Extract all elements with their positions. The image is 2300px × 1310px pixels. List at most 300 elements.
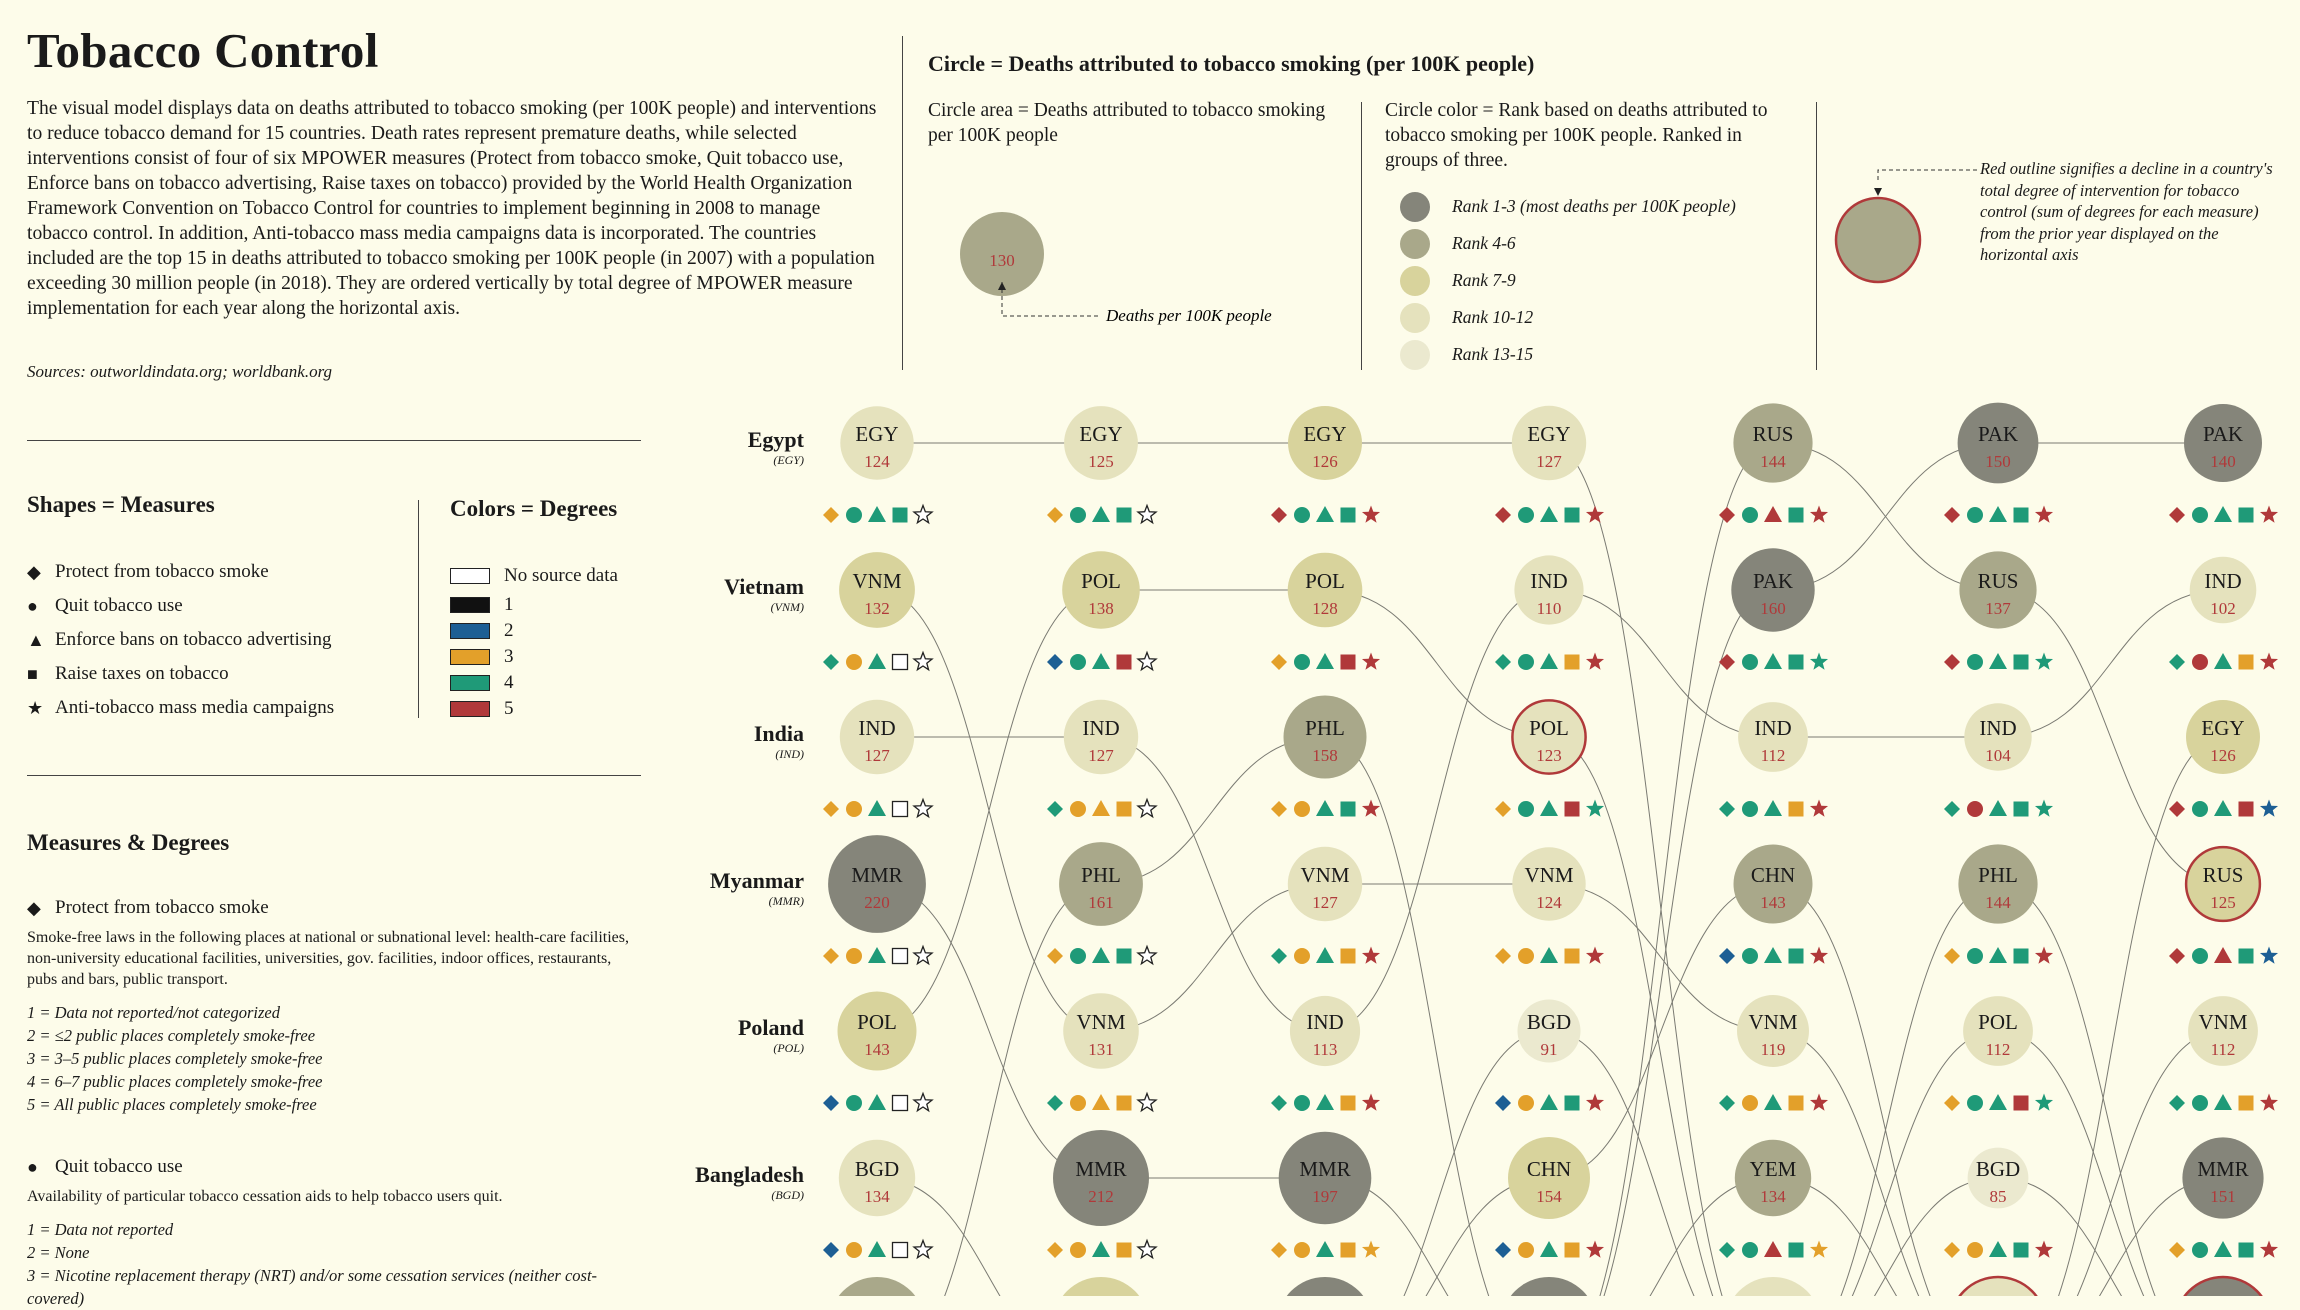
death-circle [1950, 1277, 2046, 1296]
country-code-label: CHN [1750, 863, 1796, 887]
measure-markers [823, 1094, 932, 1112]
country-name: Vietnam [724, 574, 804, 599]
measure-markers [1719, 1241, 1828, 1259]
diamond-marker [1047, 654, 1063, 670]
circle-marker [1742, 948, 1758, 964]
circle-marker [2192, 1242, 2208, 1258]
country-name: Bangladesh [695, 1162, 804, 1187]
death-circle [1725, 1277, 1821, 1296]
country-node [1944, 844, 2053, 964]
diamond-marker [1495, 507, 1511, 523]
diamond-marker [1047, 1095, 1063, 1111]
circle-legend-heading: Circle = Deaths attributed to tobacco smoking (per 100K people) [928, 51, 1535, 76]
country-code-label: IND [1530, 569, 1568, 593]
country-code-label: EGY [2201, 716, 2245, 740]
measure-markers [1944, 1094, 2053, 1112]
country-code-label: MMR [851, 863, 903, 887]
triangle-marker [2214, 947, 2232, 963]
diamond-marker [1047, 1242, 1063, 1258]
diamond-marker [1271, 801, 1287, 817]
triangle-marker [1316, 947, 1334, 963]
measure-markers [823, 506, 932, 524]
square-marker [893, 655, 908, 670]
death-value-label: 127 [1536, 452, 1562, 471]
shape-label: Raise taxes on tobacco [55, 663, 229, 684]
country-code-label: IND [1754, 716, 1792, 740]
star-marker [1586, 1094, 1604, 1111]
circle-marker [1070, 1242, 1086, 1258]
country-code-label: VNM [1748, 1010, 1798, 1034]
triangle-marker [868, 653, 886, 669]
circle-marker [2192, 654, 2208, 670]
star-marker [1810, 653, 1828, 670]
circle-marker [2192, 948, 2208, 964]
country-node [1047, 1130, 1156, 1258]
rank-label: Rank 4-6 [1452, 233, 1516, 253]
triangle-marker [1540, 506, 1558, 522]
circle-marker [1294, 801, 1310, 817]
country-name: Egypt [747, 427, 804, 452]
death-value-label: 125 [1088, 452, 1114, 471]
circle-marker [1742, 801, 1758, 817]
star-marker [914, 947, 932, 964]
country-code: (EGY) [773, 453, 804, 467]
diamond-marker [2169, 507, 2185, 523]
death-value-label: 110 [1536, 599, 1562, 618]
star-marker [914, 1241, 932, 1258]
measure-markers [1271, 1094, 1380, 1112]
country-node [1271, 1132, 1380, 1258]
circle-marker [1742, 507, 1758, 523]
circle-marker [1967, 1095, 1983, 1111]
diamond-marker [1271, 948, 1287, 964]
diamond-marker [1944, 948, 1960, 964]
rank-label: Rank 13-15 [1452, 344, 1534, 364]
circle-marker [1967, 948, 1983, 964]
color-label: 2 [504, 620, 514, 641]
shape-label: Enforce bans on tobacco advertising [55, 629, 332, 650]
star-marker [1138, 800, 1156, 817]
measure-quit-desc: Availability of particular tobacco cessation aids to help tobacco users quit. [27, 1188, 503, 1205]
death-value-label: 144 [1760, 452, 1786, 471]
country-code-label: YEM [1749, 1157, 1797, 1181]
death-value-label: 112 [1760, 746, 1786, 765]
degree-item: 4 = 6–7 public places completely smoke-free [27, 1072, 323, 1091]
death-value-label: 127 [864, 746, 890, 765]
square-marker [2014, 508, 2029, 523]
country-node [1271, 696, 1380, 818]
country-node [2169, 404, 2278, 523]
measure-markers [1495, 800, 1604, 818]
connector-line [1325, 590, 1549, 1031]
square-marker [2239, 802, 2254, 817]
country-node [2169, 996, 2278, 1111]
country-name: Poland [737, 1015, 804, 1040]
country-code-label: RUS [1752, 422, 1794, 446]
decline-text: Red outline signifies a decline in a country's total degree of intervention for tobacco control (sum of degrees for each measure) from the prior year displayed on the horizontal axis [1980, 159, 2273, 264]
country-code-label: PAK [2202, 422, 2244, 446]
measure-protect-desc: Smoke-free laws in the following places at national or subnational level: health-care facilities, non-university educational facilities, universities, gov. facilities, indoor offices, restaurants, pubs and bars, public transport. [27, 929, 630, 988]
circle-color-text: Circle color = Rank based on deaths attributed to tobacco smoking per 100K people. Ranked in groups of three. [1385, 100, 1768, 171]
death-value-label: 113 [1312, 1040, 1338, 1059]
country-node [1495, 555, 1604, 670]
death-value-label: 85 [1989, 1187, 2007, 1206]
circle-marker [1294, 1242, 1310, 1258]
diamond-marker [1944, 801, 1960, 817]
diamond-marker [823, 507, 839, 523]
death-value-label: 127 [1312, 893, 1338, 912]
country-code-label: PHL [1081, 863, 1121, 887]
degree-item: 2 = None [27, 1243, 90, 1262]
country-node [2169, 557, 2278, 670]
square-marker [2014, 949, 2029, 964]
circle-marker [1967, 801, 1983, 817]
color-label: 3 [504, 646, 514, 667]
square-marker [893, 802, 908, 817]
triangle-marker [2214, 800, 2232, 816]
country-code-label: IND [1979, 716, 2017, 740]
country-node [1719, 845, 1828, 965]
example-value: 130 [989, 251, 1015, 270]
triangle-icon: ▲ [27, 629, 45, 650]
death-circle [1501, 1277, 1597, 1296]
country-code-label: POL [1978, 1010, 2018, 1034]
diamond-marker [1719, 1095, 1735, 1111]
measure-markers [1271, 800, 1380, 818]
country-code-label: VNM [1524, 863, 1574, 887]
triangle-marker [1989, 1094, 2007, 1110]
death-value-label: 161 [1088, 893, 1114, 912]
circle-marker [846, 1242, 862, 1258]
star-marker [1138, 506, 1156, 523]
square-marker [1789, 949, 1804, 964]
color-label: 5 [504, 698, 514, 719]
death-value-label: 128 [1312, 599, 1338, 618]
death-value-label: 127 [1088, 746, 1114, 765]
diamond-icon: ◆ [27, 897, 41, 918]
connector-line [877, 884, 1101, 1296]
square-marker [1341, 802, 1356, 817]
measure-markers [1271, 1241, 1380, 1259]
star-marker [1362, 506, 1380, 523]
triangle-marker [1989, 653, 2007, 669]
measure-markers [1719, 506, 1828, 524]
triangle-marker [1092, 653, 1110, 669]
country-node [2169, 847, 2278, 964]
country-node [2169, 700, 2278, 817]
death-value-label: 143 [864, 1040, 890, 1059]
country-name: India [753, 721, 804, 746]
square-marker [1789, 1243, 1804, 1258]
star-marker [1138, 653, 1156, 670]
square-marker [2239, 1243, 2254, 1258]
star-marker [914, 653, 932, 670]
country-node [1271, 847, 1380, 964]
circle-icon: ● [27, 1156, 38, 1177]
square-marker [1565, 508, 1580, 523]
square-marker [1565, 802, 1580, 817]
diamond-marker [1495, 1242, 1511, 1258]
country-node [1719, 403, 1828, 523]
measure-markers [2169, 800, 2278, 818]
country-code: (BGD) [771, 1188, 804, 1202]
measure-markers [823, 653, 932, 671]
country-node [1719, 702, 1828, 817]
country-node [1271, 406, 1380, 523]
measure-markers [1047, 800, 1156, 818]
star-marker [2035, 506, 2053, 523]
circle-marker [1070, 507, 1086, 523]
sources-text: Sources: outworldindata.org; worldbank.org [27, 362, 333, 381]
diamond-marker [2169, 1242, 2185, 1258]
triangle-marker [1316, 1094, 1334, 1110]
diamond-marker [1719, 507, 1735, 523]
square-marker [1565, 1243, 1580, 1258]
measure-markers [823, 1241, 932, 1259]
star-marker [1362, 1241, 1380, 1258]
triangle-marker [868, 1094, 886, 1110]
measure-markers [1495, 1241, 1604, 1259]
measure-markers [1271, 506, 1380, 524]
diamond-marker [1719, 801, 1735, 817]
square-marker [1789, 802, 1804, 817]
star-marker [2035, 800, 2053, 817]
triangle-marker [1989, 800, 2007, 816]
triangle-marker [1989, 506, 2007, 522]
country-node [1944, 703, 2053, 817]
triangle-marker [868, 506, 886, 522]
triangle-marker [1764, 506, 1782, 522]
circle-marker [1518, 654, 1534, 670]
measure-markers [823, 800, 932, 818]
country-node [1047, 406, 1156, 523]
country-node [2169, 1137, 2278, 1258]
country-code: (POL) [773, 1041, 804, 1055]
diamond-marker [823, 654, 839, 670]
circle-marker [1294, 507, 1310, 523]
connector-line [1325, 737, 1549, 1296]
square-marker [893, 1243, 908, 1258]
measure-markers [1944, 1241, 2053, 1259]
measure-markers [2169, 947, 2278, 965]
death-value-label: 144 [1985, 893, 2011, 912]
square-marker [1117, 1243, 1132, 1258]
country-node [1495, 1137, 1604, 1258]
diamond-marker [2169, 654, 2185, 670]
triangle-marker [1092, 947, 1110, 963]
shape-label: Anti-tobacco mass media campaigns [55, 697, 335, 718]
star-marker [2260, 947, 2278, 964]
country-node [1495, 700, 1604, 817]
country-node [1944, 1148, 2053, 1258]
measure-markers [1495, 1094, 1604, 1112]
degree-item: 3 = 3–5 public places completely smoke-free [27, 1049, 323, 1068]
star-marker [2035, 1094, 2053, 1111]
diamond-marker [1271, 1242, 1287, 1258]
country-node [823, 700, 932, 817]
triangle-marker [868, 947, 886, 963]
country-node [1271, 553, 1380, 670]
country-node [1944, 403, 2053, 523]
death-value-label: 126 [1312, 452, 1338, 471]
star-marker [914, 1094, 932, 1111]
star-marker [1362, 653, 1380, 670]
death-value-label: 134 [864, 1187, 890, 1206]
country-node [1271, 996, 1380, 1111]
star-marker [914, 506, 932, 523]
diamond-marker [1271, 654, 1287, 670]
diamond-marker [1495, 654, 1511, 670]
country-code-label: BGD [1526, 1010, 1572, 1034]
measure-markers [1047, 653, 1156, 671]
connector-line [1998, 884, 2223, 1296]
country-node [1495, 406, 1604, 523]
measure-markers [1719, 947, 1828, 965]
diamond-marker [823, 1095, 839, 1111]
star-marker [1362, 947, 1380, 964]
square-marker [1341, 655, 1356, 670]
circle-marker [846, 1095, 862, 1111]
country-code-label: POL [1081, 569, 1121, 593]
star-marker [2035, 653, 2053, 670]
example-label: Deaths per 100K people [1106, 306, 1272, 325]
triangle-marker [1540, 1241, 1558, 1257]
country-code: (MMR) [768, 894, 804, 908]
death-circle [1277, 1277, 1373, 1296]
star-marker [1586, 1241, 1604, 1258]
star-marker [2260, 506, 2278, 523]
triangle-marker [1316, 1241, 1334, 1257]
connector-line [1549, 737, 1773, 1296]
circles [823, 403, 2278, 1296]
square-marker [1341, 949, 1356, 964]
country-code: (VNM) [770, 600, 804, 614]
country-code-label: POL [857, 1010, 897, 1034]
star-marker [2260, 653, 2278, 670]
diamond-marker [1944, 1242, 1960, 1258]
death-value-label: 124 [864, 452, 890, 471]
death-value-label: 125 [2210, 893, 2236, 912]
color-label: No source data [504, 565, 618, 586]
circle-marker [1518, 507, 1534, 523]
triangle-marker [1764, 1241, 1782, 1257]
square-marker [1117, 802, 1132, 817]
circle-marker [1518, 1095, 1534, 1111]
diamond-marker [1719, 948, 1735, 964]
measure-markers [2169, 1241, 2278, 1259]
country-node [1495, 1000, 1604, 1112]
death-value-label: 134 [1760, 1187, 1786, 1206]
triangle-marker [1540, 800, 1558, 816]
square-marker [1789, 655, 1804, 670]
star-marker [1586, 947, 1604, 964]
square-marker [893, 949, 908, 964]
triangle-marker [1092, 1241, 1110, 1257]
country-code-label: VNM [1076, 1010, 1126, 1034]
diamond-marker [1047, 948, 1063, 964]
square-marker [1341, 508, 1356, 523]
intro-text: The visual model displays data on deaths attributed to tobacco smoking (per 100K people) and interventions to reduce tobacco demand for 15 countries. Death rates represent premature deaths, while selected interventions consist of four of six MPOWER measures (Protect from tobacco smoke, Quit tobacco use, Enforce bans on tobacco advertising, Raise taxes on tobacco) provided by the World Health Organization Framework Convention on Tobacco Control for countries to implement beginning in 2008 to manage tobacco control. In addition, Anti-tobacco mass media campaigns data is incorporated. The countries included are the top 15 in deaths attributed to tobacco smoking per 100K people (in 2007) with a population exceeding 30 million people (in 2018). They are ordered vertically by total degree of MPOWER measure implementation for each year along the horizontal axis. [27, 98, 877, 319]
triangle-marker [2214, 506, 2232, 522]
degree-item: 5 = All public places completely smoke-free [27, 1095, 317, 1114]
square-marker [1565, 949, 1580, 964]
color-label: 1 [504, 594, 514, 615]
connector-line [877, 590, 1101, 1031]
diamond-marker [823, 801, 839, 817]
diamond-marker [1944, 1095, 1960, 1111]
measures-title: Measures & Degrees [27, 830, 230, 855]
death-value-label: 112 [2210, 1040, 2236, 1059]
measure-markers [1495, 506, 1604, 524]
country-node [1047, 700, 1156, 817]
country-code-label: VNM [1300, 863, 1350, 887]
degree-item: 3 = Nicotine replacement therapy (NRT) and/or some cessation services (neither cost-covered) [27, 1266, 598, 1308]
page-title: Tobacco Control [27, 23, 379, 78]
circle-marker [1518, 1242, 1534, 1258]
star-marker [1362, 800, 1380, 817]
circle-marker [1070, 948, 1086, 964]
death-value-label: 137 [1985, 599, 2011, 618]
diamond-marker [1944, 507, 1960, 523]
circle-marker [1967, 1242, 1983, 1258]
death-circle [829, 1277, 925, 1296]
measure-markers [1271, 947, 1380, 965]
degree-item: 1 = Data not reported [27, 1220, 174, 1239]
rank-label: Rank 10-12 [1452, 307, 1534, 327]
circle-marker [1294, 948, 1310, 964]
star-marker [1810, 947, 1828, 964]
diamond-marker [1271, 507, 1287, 523]
connector-line [1773, 884, 1998, 1296]
country-node [1495, 847, 1604, 964]
measure-markers [1944, 800, 2053, 818]
star-marker [2260, 800, 2278, 817]
death-value-label: 151 [2210, 1187, 2236, 1206]
measure-markers [1047, 506, 1156, 524]
circle-marker [846, 654, 862, 670]
triangle-marker [2214, 1241, 2232, 1257]
square-marker [1117, 949, 1132, 964]
square-marker [2239, 1096, 2254, 1111]
country-code-label: IND [1082, 716, 1120, 740]
country-code-label: PHL [1978, 863, 2018, 887]
death-value-label: 124 [1536, 893, 1562, 912]
triangle-marker [1989, 1241, 2007, 1257]
death-value-label: 140 [2210, 452, 2236, 471]
square-marker [1789, 508, 1804, 523]
measure-markers [1047, 947, 1156, 965]
country-code-label: BGD [1975, 1157, 2021, 1181]
death-value-label: 123 [1536, 746, 1562, 765]
shape-label: Quit tobacco use [55, 595, 183, 616]
country-node [823, 1140, 932, 1258]
country-code-label: PHL [1305, 716, 1345, 740]
triangle-marker [1092, 800, 1110, 816]
death-value-label: 154 [1536, 1187, 1562, 1206]
triangle-marker [1989, 947, 2007, 963]
diamond-marker [1495, 801, 1511, 817]
diamond-marker [1495, 948, 1511, 964]
country-node [1719, 1140, 1828, 1258]
triangle-marker [868, 1241, 886, 1257]
star-marker [1810, 506, 1828, 523]
star-marker [914, 800, 932, 817]
diamond-marker [1495, 1095, 1511, 1111]
country-code-label: MMR [1299, 1157, 1351, 1181]
degree-item: 2 = ≤2 public places completely smoke-free [27, 1026, 316, 1045]
death-value-label: 119 [1760, 1040, 1786, 1059]
measure-markers [1047, 1094, 1156, 1112]
